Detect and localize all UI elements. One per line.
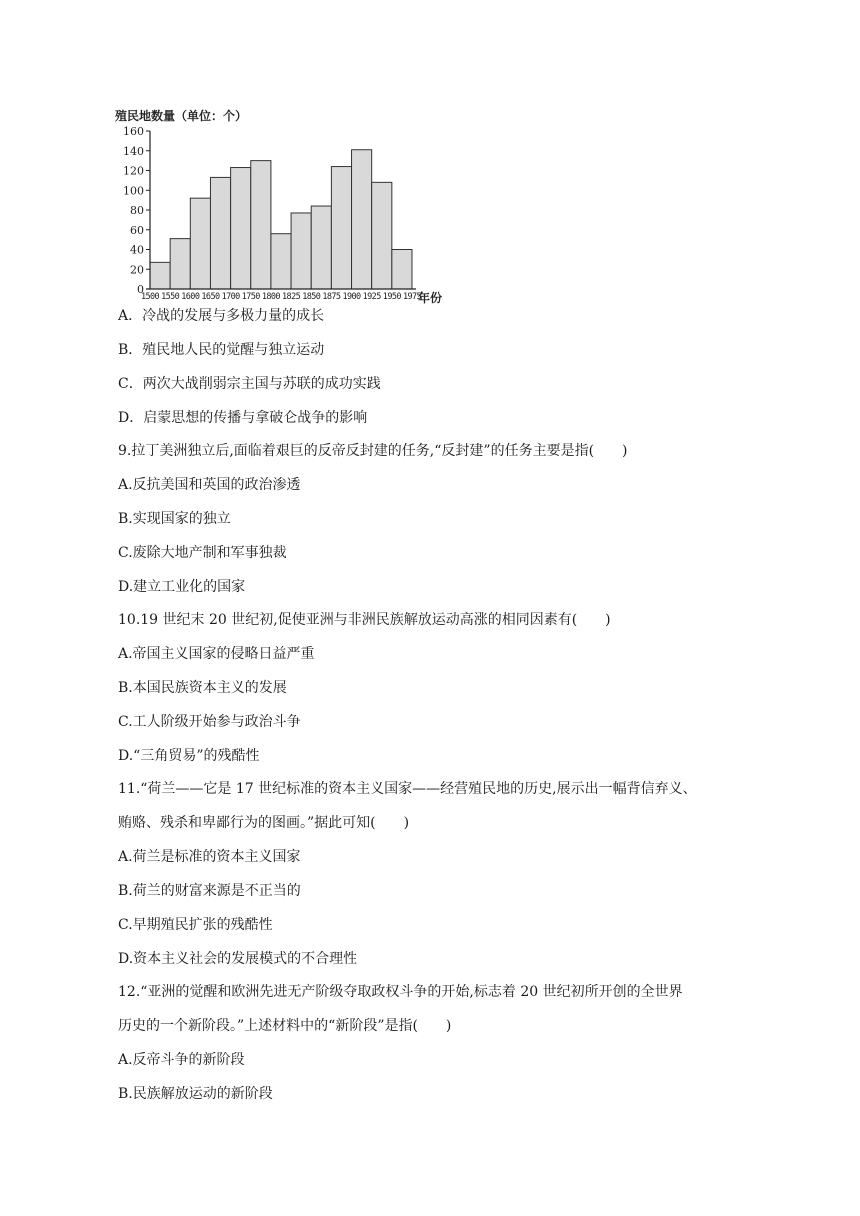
option-a-q9: A.反抗美国和英国的政治渗透 [118, 477, 301, 493]
bar-1825-1850 [291, 213, 311, 289]
bar-1800-1825 [271, 234, 291, 289]
x-axis-title: 年份 [418, 291, 443, 304]
bar-1900-1925 [352, 150, 372, 289]
option-a-q10: A.帝国主义国家的侵略日益严重 [118, 646, 315, 662]
option-c-q10: C.工人阶级开始参与政治斗争 [118, 714, 301, 730]
y-axis-ticks [123, 125, 150, 296]
x-tick-label: 1500 [140, 292, 160, 302]
option-d-q9: D.建立工业化的国家 [118, 579, 246, 595]
y-tick-label: 100 [123, 184, 144, 198]
y-tick-label: 160 [123, 125, 144, 138]
bar-1500-1550 [150, 262, 170, 289]
y-tick-label: 20 [130, 263, 144, 277]
option-d-q8: D．启蒙思想的传播与拿破仑战争的影响 [118, 410, 368, 426]
option-b-q10: B.本国民族资本主义的发展 [118, 680, 287, 696]
option-b-q9: B.实现国家的独立 [118, 511, 231, 527]
y-tick-label: 0 [137, 283, 144, 296]
x-tick-label: 1825 [282, 292, 301, 302]
x-tick-label: 1600 [181, 292, 200, 302]
bar-1875-1900 [331, 167, 351, 289]
x-tick-label: 1875 [322, 292, 341, 302]
bar-1550-1600 [170, 239, 190, 289]
y-tick-label: 40 [130, 243, 144, 257]
option-b-q11: B.荷兰的财富来源是不正当的 [118, 883, 301, 899]
bar-1650-1700 [210, 177, 230, 289]
bars-group [150, 150, 412, 289]
option-a-q12: A.反帝斗争的新阶段 [118, 1052, 245, 1068]
y-tick-label: 140 [123, 144, 144, 158]
option-a-q11: A.荷兰是标准的资本主义国家 [118, 849, 301, 865]
bar-1600-1650 [190, 198, 210, 289]
option-c-q9: C.废除大地产制和军事独裁 [118, 545, 287, 561]
option-b-q12: B.民族解放运动的新阶段 [118, 1086, 273, 1102]
option-a-q8: A．冷战的发展与多极力量的成长 [118, 308, 325, 324]
option-d-q11: D.资本主义社会的发展模式的不合理性 [118, 951, 358, 967]
y-axis-title: 殖民地数量（单位：个） [115, 109, 248, 123]
colony-count-bar-chart [112, 104, 452, 304]
x-tick-label: 1800 [261, 292, 280, 302]
question-11-stem-line1: 11.“荷兰——它是 17 世纪标准的资本主义国家——经营殖民地的历史,展示出一幅背信弃义、 [118, 781, 697, 797]
option-c-q11: C.早期殖民扩张的残酷性 [118, 917, 273, 933]
x-tick-label: 1900 [342, 292, 361, 302]
y-tick-label: 80 [130, 204, 144, 217]
option-d-q10: D.“三角贸易”的残酷性 [118, 748, 260, 764]
x-tick-label: 1950 [382, 292, 401, 302]
bar-1700-1750 [231, 168, 251, 289]
question-9-stem: 9.拉丁美洲独立后,面临着艰巨的反帝反封建的任务,“反封建”的任务主要是指( ) [118, 443, 628, 459]
question-text-block [118, 306, 758, 1104]
x-tick-label: 1850 [302, 292, 321, 302]
y-tick-label: 60 [130, 223, 144, 237]
x-axis-ticks [141, 292, 422, 302]
bar-1950-1975 [392, 250, 412, 290]
x-tick-label: 1750 [241, 292, 260, 302]
x-tick-label: 1700 [221, 292, 240, 302]
question-12-stem-line2: 历史的一个新阶段。”上述材料中的“新阶段”是指( ) [118, 1018, 452, 1034]
bar-1925-1950 [372, 182, 392, 289]
x-tick-label: 1550 [161, 292, 180, 302]
option-b-q8: B．殖民地人民的觉醒与独立运动 [118, 342, 325, 358]
question-12-stem-line1: 12.“亚洲的觉醒和欧洲先进无产阶级夺取政权斗争的开始,标志着 20 世纪初所开创的全世界 [118, 984, 683, 1000]
question-10-stem: 10.19 世纪末 20 世纪初,促使亚洲与非洲民族解放运动高涨的相同因素有( ) [118, 612, 611, 628]
x-tick-label: 1925 [362, 292, 381, 302]
question-11-stem-line2: 贿赂、残杀和卑鄙行为的图画。”据此可知( ) [118, 815, 410, 831]
x-tick-label: 1650 [201, 292, 220, 302]
option-c-q8: C．两次大战削弱宗主国与苏联的成功实践 [118, 376, 381, 392]
y-tick-label: 120 [123, 164, 144, 178]
bar-1850-1875 [311, 206, 331, 289]
x-tick-label: 1975 [402, 292, 422, 302]
bar-1750-1800 [251, 161, 271, 289]
